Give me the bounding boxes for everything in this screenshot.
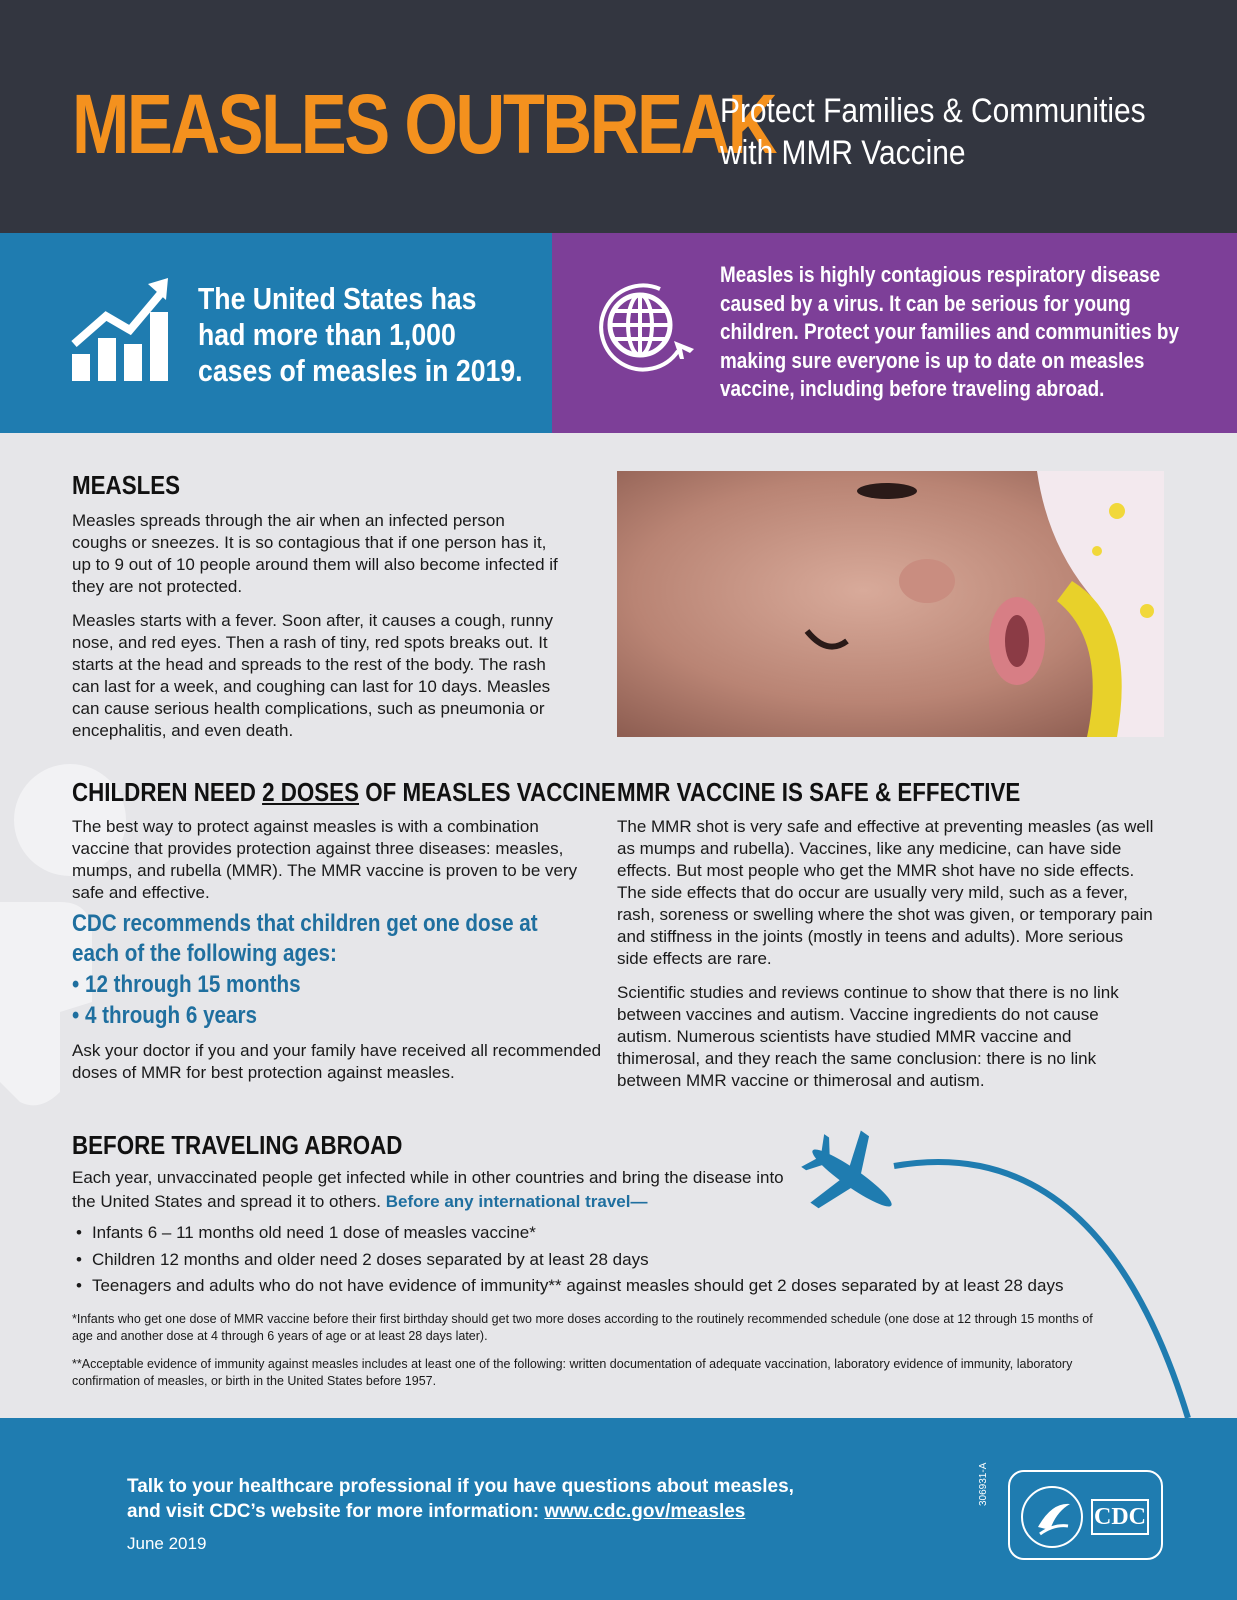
subtitle-line-2: with MMR Vaccine bbox=[720, 134, 966, 172]
travel-bullet-3: • Teenagers and adults who do not have evidence of immunity** against measles should get 2 doses separated by at least 28 days bbox=[72, 1273, 1172, 1300]
children-heading-post: OF MEASLES VACCINE bbox=[359, 777, 616, 807]
children-paragraph-1: The best way to protect against measles is with a combination vaccine that provides protection against three diseases: measles, mumps, and rubella (MMR). The MMR vaccine is proven to be very safe and effective. bbox=[72, 817, 578, 902]
mmr-paragraph-2: Scientific studies and reviews continue to show that there is no link between vaccines and autism. Vaccine ingredients do not cause autism. Numerous scientists have studied MMR vaccine and thimerosal, and they reach the same conclusion: there is no link between MMR vaccine or thimerosal and autism. bbox=[617, 983, 1119, 1090]
header bbox=[0, 0, 1237, 233]
cdc-logo-text: CDC bbox=[1094, 1504, 1146, 1530]
travel-paragraph-blue: Before any international travel— bbox=[385, 1192, 648, 1211]
travel-bullets bbox=[72, 1220, 1172, 1300]
cdc-recommendation: CDC recommends that children get one dose at each of the following ages: bbox=[72, 910, 538, 967]
age-item-2: • 4 through 6 years bbox=[72, 1002, 258, 1029]
travel-paragraph bbox=[72, 1166, 802, 1214]
children-heading-underlined: 2 DOSES bbox=[262, 777, 360, 807]
footnote-2: **Acceptable evidence of immunity against measles includes at least one of the following: written documentation of adequate vaccination, laboratory evidence of immunity, laboratory confirmation of measles, or birth in the United States before 1957. bbox=[72, 1357, 1073, 1388]
travel-paragraph-text: Each year, unvaccinated people get infected while in other countries and bring the disease into the United States and spread it to others. bbox=[72, 1168, 784, 1211]
measles-paragraph-2: Measles starts with a fever. Soon after, it causes a cough, runny nose, and red eyes. Then a rash of tiny, red spots breaks out. It starts at the head and spreads to the rest of the body. The rash can last for a week, and coughing can last for 10 days. Measles can cause serious health complications, such as pneumonia or encephalitis, and even death. bbox=[72, 611, 553, 740]
travel-bullet-1: • Infants 6 – 11 months old need 1 dose of measles vaccine* bbox=[72, 1220, 1172, 1247]
subtitle-line-1: Protect Families & Communities bbox=[720, 92, 1146, 130]
document-number: 306931-A bbox=[978, 1462, 989, 1506]
footer-line-2: and visit CDC’s website for more information: www.cdc.gov/measles bbox=[127, 1501, 746, 1522]
footer-line-1: Talk to your healthcare professional if you have questions about measles, bbox=[127, 1476, 794, 1497]
page-subtitle bbox=[720, 90, 1146, 174]
cdc-measles-link[interactable]: www.cdc.gov/measles bbox=[544, 1501, 746, 1522]
travel-bullet-2: • Children 12 months and older need 2 doses separated by at least 28 days bbox=[72, 1247, 1172, 1274]
measles-paragraph-1: Measles spreads through the air when an infected person coughs or sneezes. It is so contagious that if one person has it, up to 9 out of 10 people around them will also become infected if they are not protected. bbox=[72, 511, 558, 596]
measles-heading: MEASLES bbox=[72, 470, 181, 500]
rising-chart-icon bbox=[70, 278, 170, 383]
age-item-1: • 12 through 15 months bbox=[72, 971, 301, 998]
travel-heading: BEFORE TRAVELING ABROAD bbox=[72, 1130, 403, 1160]
child-with-rash-photo bbox=[617, 471, 1164, 737]
cases-banner bbox=[0, 233, 552, 433]
footer-message bbox=[127, 1474, 794, 1524]
children-paragraph-2: Ask your doctor if you and your family have received all recommended doses of MMR for best protection against measles. bbox=[72, 1041, 602, 1082]
contagious-banner bbox=[552, 233, 1237, 433]
publication-date: June 2019 bbox=[127, 1534, 207, 1553]
footnote-1: *Infants who get one dose of MMR vaccine before their first birthday should get two more doses according to the routinely recommended schedule (one dose at 12 through 15 months of age and another dose at 4 through 6 years of age or at least 28 days later). bbox=[72, 1312, 1093, 1343]
mmr-paragraph-1: The MMR shot is very safe and effective at preventing measles (as well as mumps and rubella). Vaccines, like any medicine, can have side effects. But most people who get the MMR shot have no side effects. The side effects that do occur are usually very mild, such as a fever, rash, soreness or swelling where the shot was given, or temporary pain and stiffness in the joints (mostly in teens and adults). More serious side effects are rare. bbox=[617, 817, 1154, 968]
cdc-logo bbox=[1008, 1470, 1163, 1560]
cases-text: The United States has had more than 1,000 cases of measles in 2019. bbox=[198, 281, 523, 388]
footer bbox=[0, 1418, 1237, 1600]
globe-airplane-icon bbox=[590, 275, 700, 375]
children-heading bbox=[72, 777, 616, 807]
page-title: MEASLES OUTBREAK bbox=[72, 77, 776, 171]
contagious-text: Measles is highly contagious respiratory disease caused by a virus. It can be serious for young children. Protect your families and communities by making sure everyone is up to date on measles vaccine, including before traveling abroad. bbox=[720, 262, 1179, 401]
children-heading-pre: CHILDREN NEED bbox=[72, 777, 263, 807]
mmr-heading: MMR VACCINE IS SAFE & EFFECTIVE bbox=[617, 777, 1021, 807]
